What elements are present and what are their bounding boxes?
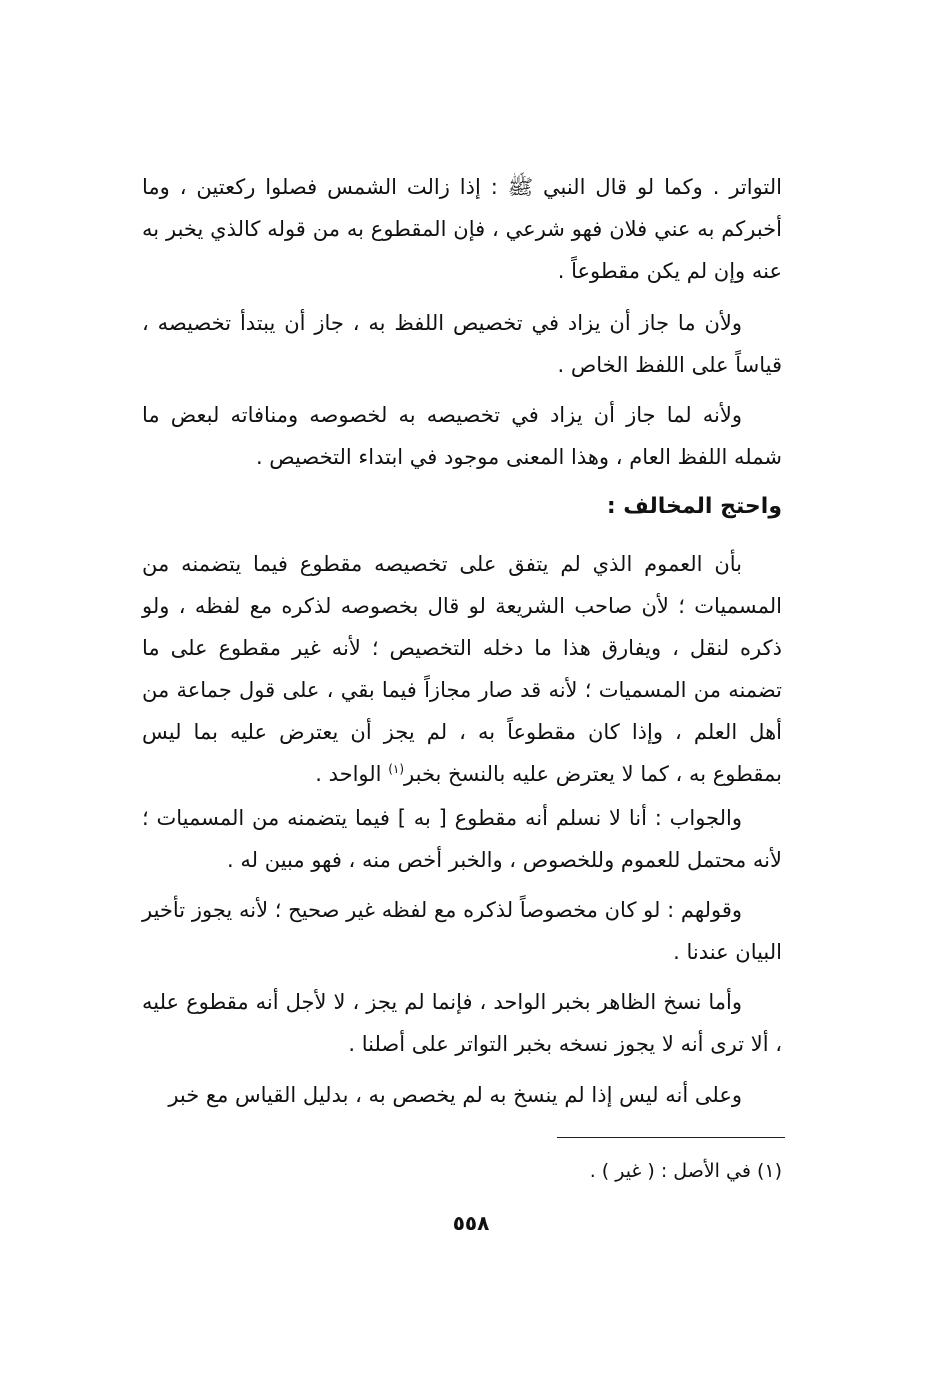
paragraph-2: ولأن ما جاز أن يزاد في تخصيص اللفظ به ، جاز أن يبتدأ تخصيصه ، قياساً على اللفظ الخاص . bbox=[142, 311, 782, 377]
paragraph-1: التواتر . وكما لو قال النبي ﷺ : إذا زالت الشمس فصلوا ركعتين ، وما أخبركم به عني فلان فهو شرعي ، فإن المقطوع به من قوله كالذي يخبر به عنه وإن لم يكن مقطوعاً . bbox=[142, 175, 782, 283]
paragraph-answer-3: وأما نسخ الظاهر بخبر الواحد ، فإنما لم يجز ، لا لأجل أنه مقطوع عليه ، ألا ترى أنه لا يجوز نسخه بخبر التواتر على أصلنا . bbox=[142, 990, 782, 1056]
objection-text: بأن العموم الذي لم يتفق على تخصيصه مقطوع فيما يتضمنه من المسميات ؛ لأن صاحب الشريعة لو قال بخصوصه لذكره مع لفظه ، ولو ذكره لنقل ، ويفارق هذا ما دخله التخصيص ؛ لأنه غير مقطوع على ما تضمنه من المسميات ؛ لأنه قد صار مجازاً فيما بقي ، على قول جماعة من أهل العلم ، وإذا كان مقطوعاً به ، لم يجز أن يعترض عليه بما ليس بمقطوع به ، كما لا يعترض عليه بالنسخ بخبر bbox=[142, 552, 782, 786]
footnote: (١) في الأصل : ( غير ) . bbox=[589, 1160, 782, 1182]
paragraph-answer-4: وعلى أنه ليس إذا لم ينسخ به لم يخصص به ، بدليل القياس مع خبر bbox=[168, 1083, 742, 1107]
footnote-divider bbox=[557, 1137, 785, 1138]
objection-text-end: الواحد . bbox=[315, 762, 389, 786]
footnote-reference: (١) bbox=[388, 762, 405, 776]
paragraph-objection bbox=[142, 543, 782, 795]
paragraph-answer-1: والجواب : أنا لا نسلم أنه مقطوع [ به ] فيما يتضمنه من المسميات ؛ لأنه محتمل للعموم وللخصوص ، والخبر أخص منه ، فهو مبين له . bbox=[142, 806, 782, 872]
paragraph-3: ولأنه لما جاز أن يزاد في تخصيصه به لخصوصه ومنافاته لبعض ما شمله اللفظ العام ، وهذا المعنى موجود في ابتداء التخصيص . bbox=[142, 403, 782, 469]
section-heading: واحتج المخالف : bbox=[606, 494, 782, 519]
page-number: ٥٥٨ bbox=[452, 1211, 490, 1235]
paragraph-answer-2: وقولهم : لو كان مخصوصاً لذكره مع لفظه غير صحيح ؛ لأنه يجوز تأخير البيان عندنا . bbox=[142, 898, 782, 964]
